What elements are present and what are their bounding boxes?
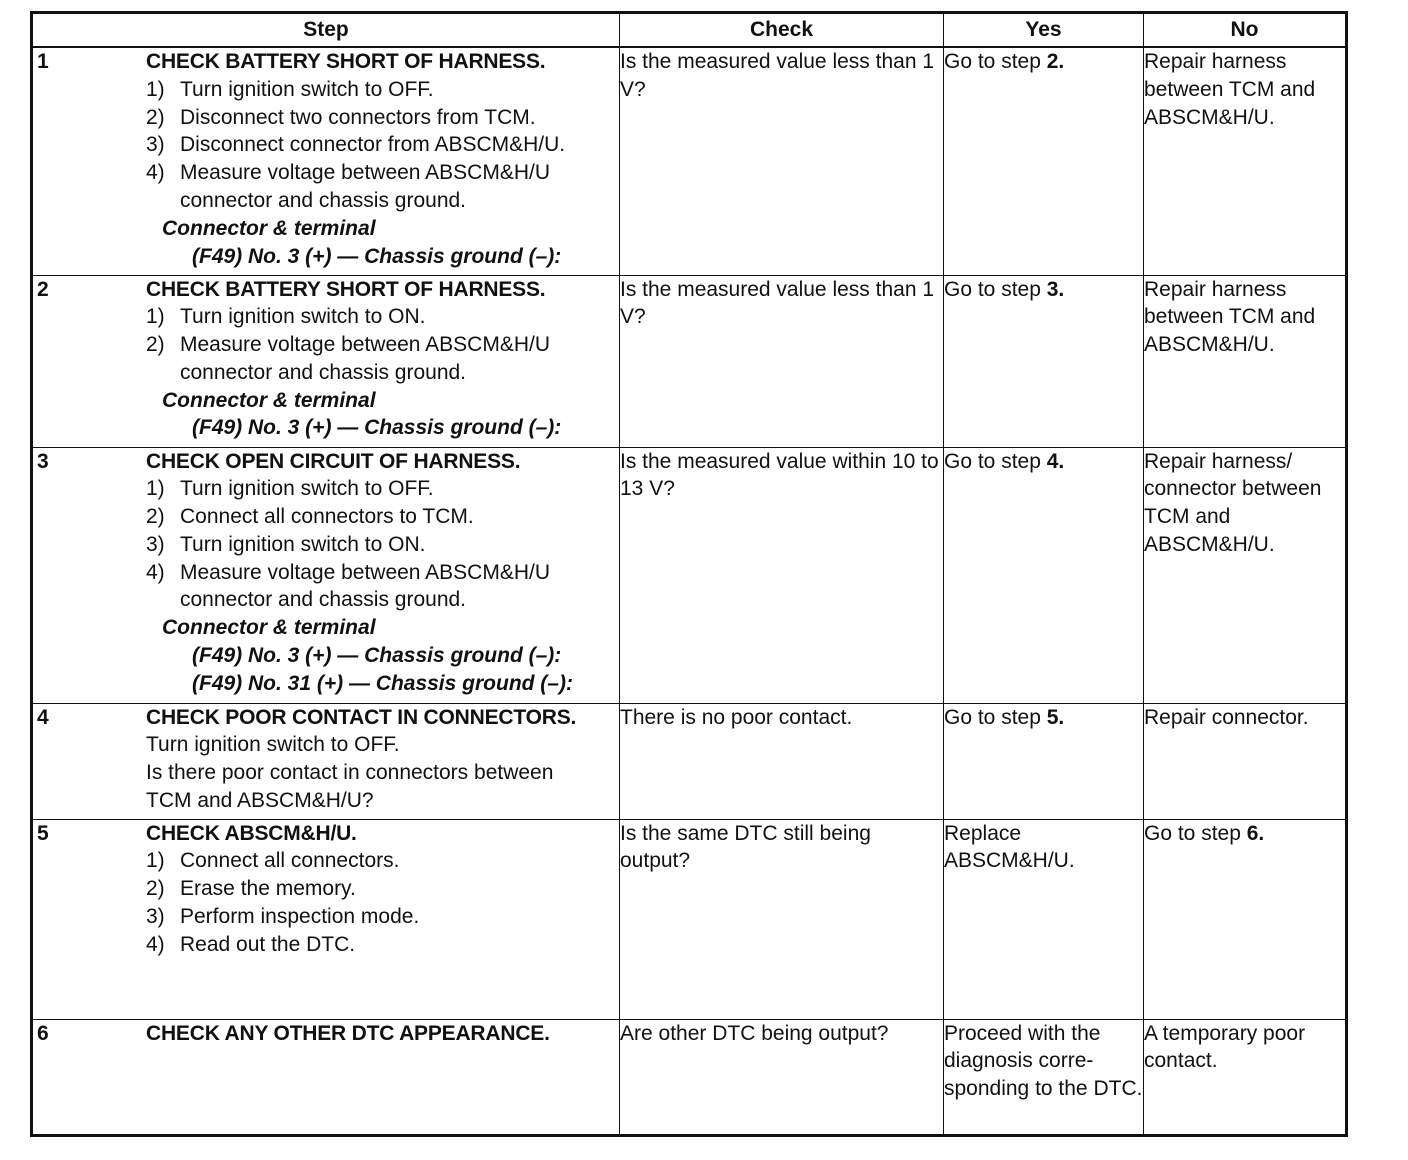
no-cell: Repair connector. bbox=[1144, 703, 1347, 819]
instruction-item: 1) Turn ignition switch to OFF. bbox=[146, 77, 434, 101]
instruction-item: 1) Turn ignition switch to OFF. bbox=[146, 477, 434, 501]
table-row bbox=[32, 47, 1347, 275]
check-cell: Are other DTC being output? bbox=[620, 1019, 944, 1135]
instruction-list bbox=[146, 76, 619, 215]
table-row bbox=[32, 1019, 1347, 1135]
step-title: CHECK ABSCM&H/U. bbox=[146, 821, 357, 845]
instruction-item: 2) Erase the memory. bbox=[146, 877, 356, 901]
step-number: 4 bbox=[37, 705, 49, 729]
step-title: CHECK BATTERY SHORT OF HARNESS. bbox=[146, 50, 546, 73]
check-cell: There is no poor contact. bbox=[620, 703, 944, 819]
header-step: Step bbox=[32, 13, 620, 48]
connector-terminal-line: (F49) No. 3 (+) — Chassis ground (–): bbox=[192, 244, 562, 268]
connector-terminal-heading: Connector & terminal bbox=[162, 388, 376, 412]
no-cell: Repair harness between TCM and ABSCM&H/U. bbox=[1144, 275, 1347, 447]
table-row bbox=[32, 819, 1347, 1019]
header-row bbox=[32, 13, 1347, 48]
header-check: Check bbox=[620, 13, 944, 48]
table-row bbox=[32, 703, 1347, 819]
instruction-item: 3) Turn ignition switch to ON. bbox=[146, 532, 426, 556]
no-cell: A temporary poor contact. bbox=[1144, 1019, 1347, 1135]
step-number: 3 bbox=[37, 449, 49, 473]
step-title: CHECK BATTERY SHORT OF HARNESS. bbox=[146, 277, 546, 301]
step-text: Turn ignition switch to OFF. Is there poor contact in connectors between TCM and ABSCM&H/U? bbox=[146, 733, 554, 812]
instruction-item: 4) Measure voltage between ABSCM&H/U connector and chassis ground. bbox=[146, 161, 551, 212]
diagnostic-table bbox=[30, 11, 1348, 1137]
yes-cell: Proceed with the diagnosis corre-sponding to the DTC. bbox=[944, 1019, 1144, 1135]
no-cell: Repair harness/ connector between TCM and ABSCM&H/U. bbox=[1144, 447, 1347, 703]
step-title: CHECK POOR CONTACT IN CONNECTORS. bbox=[146, 705, 577, 729]
step-cell bbox=[32, 47, 620, 275]
connector-terminal-heading: Connector & terminal bbox=[162, 216, 376, 240]
header-yes: Yes bbox=[944, 13, 1144, 48]
table-row bbox=[32, 275, 1347, 447]
instruction-item: 2) Connect all connectors to TCM. bbox=[146, 505, 474, 529]
header-no: No bbox=[1144, 13, 1347, 48]
step-cell bbox=[32, 447, 620, 703]
step-cell bbox=[32, 703, 620, 819]
no-cell: Repair harness between TCM and ABSCM&H/U. bbox=[1144, 47, 1347, 275]
instruction-list bbox=[146, 475, 619, 614]
step-title: CHECK ANY OTHER DTC APPEARANCE. bbox=[146, 1021, 550, 1045]
yes-cell: Replace ABSCM&H/U. bbox=[944, 819, 1144, 1019]
yes-cell: Go to step 5. bbox=[944, 703, 1144, 819]
instruction-item: 3) Disconnect connector from ABSCM&H/U. bbox=[146, 133, 566, 157]
connector-terminal-line: (F49) No. 3 (+) — Chassis ground (–): bbox=[192, 416, 562, 440]
instruction-item: 2) Disconnect two connectors from TCM. bbox=[146, 105, 536, 129]
check-cell: Is the same DTC still being output? bbox=[620, 819, 944, 1019]
connector-terminal-line: (F49) No. 31 (+) — Chassis ground (–): bbox=[192, 671, 573, 695]
check-cell: Is the measured value less than 1 V? bbox=[620, 47, 944, 275]
instruction-item: 1) Connect all connectors. bbox=[146, 849, 400, 873]
connector-terminal-line: (F49) No. 3 (+) — Chassis ground (–): bbox=[192, 644, 562, 668]
connector-terminal-heading: Connector & terminal bbox=[162, 616, 376, 640]
instruction-item: 1) Turn ignition switch to ON. bbox=[146, 305, 426, 329]
check-cell: Is the measured value less than 1 V? bbox=[620, 275, 944, 447]
yes-cell: Go to step 3. bbox=[944, 275, 1144, 447]
step-cell bbox=[32, 275, 620, 447]
step-title: CHECK OPEN CIRCUIT OF HARNESS. bbox=[146, 449, 521, 473]
instruction-list bbox=[146, 303, 619, 386]
step-number: 6 bbox=[37, 1021, 49, 1045]
instruction-item: 2) Measure voltage between ABSCM&H/U connector and chassis ground. bbox=[146, 333, 551, 384]
step-number: 2 bbox=[37, 277, 49, 301]
instruction-list bbox=[146, 847, 619, 958]
check-cell: Is the measured value within 10 to 13 V? bbox=[620, 447, 944, 703]
step-cell bbox=[32, 1019, 620, 1135]
step-number: 1 bbox=[37, 50, 49, 73]
instruction-item: 3) Perform inspection mode. bbox=[146, 904, 420, 928]
yes-cell: Go to step 2. bbox=[944, 47, 1144, 275]
step-number: 5 bbox=[37, 821, 49, 845]
instruction-item: 4) Measure voltage between ABSCM&H/U connector and chassis ground. bbox=[146, 560, 551, 612]
instruction-item: 4) Read out the DTC. bbox=[146, 932, 356, 956]
no-cell: Go to step 6. bbox=[1144, 819, 1347, 1019]
step-cell bbox=[32, 819, 620, 1019]
yes-cell: Go to step 4. bbox=[944, 447, 1144, 703]
table-row bbox=[32, 447, 1347, 703]
